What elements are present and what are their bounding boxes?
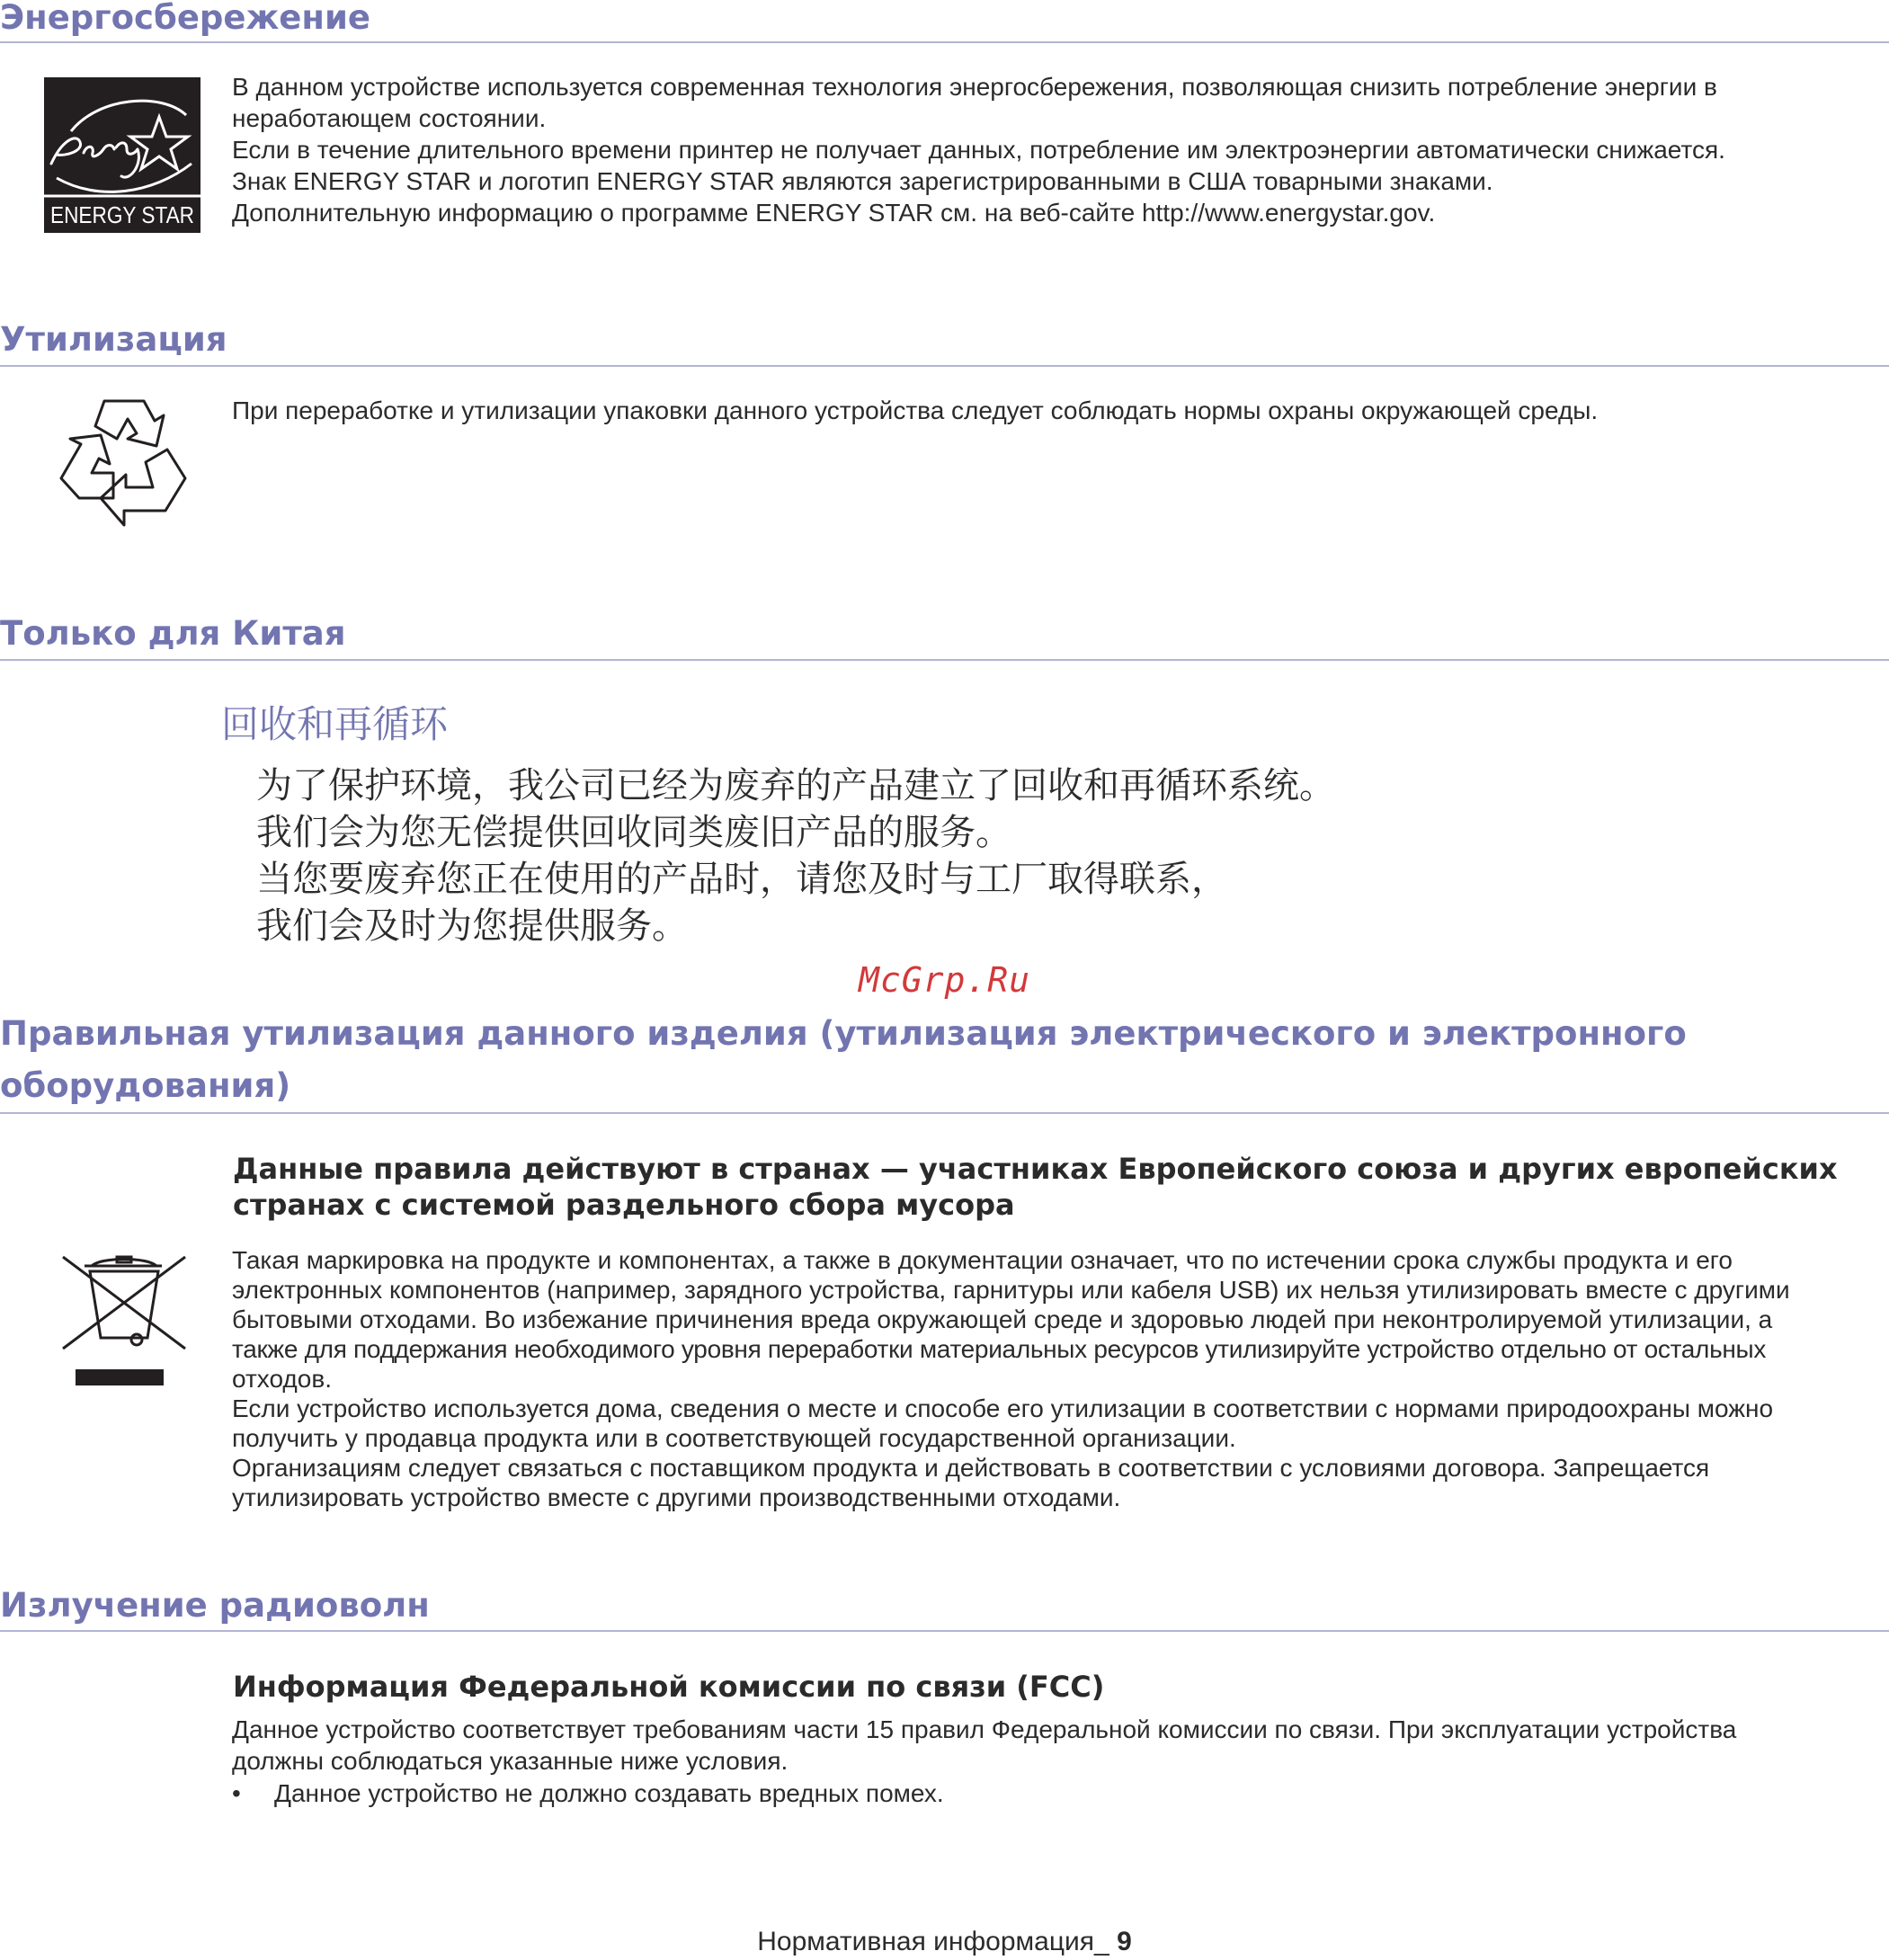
weee-paragraph bbox=[232, 1245, 1790, 1512]
bullet-symbol: • bbox=[232, 1779, 241, 1807]
china-section-title: Только для Китая bbox=[0, 614, 346, 653]
china-line: 当您要废弃您正在使用的产品时，请您及时与工厂取得联系， bbox=[256, 859, 1227, 900]
radio-section-rule bbox=[0, 1630, 1889, 1632]
energy-star-logo-text: ENERGY STAR bbox=[50, 201, 194, 228]
energy-paragraph bbox=[232, 71, 1725, 228]
weee-line: также для поддержания необходимого уровня переработки материальных ресурсов утилизируйте устройство отдельно от остальных bbox=[232, 1335, 1767, 1363]
china-line: 为了保护环境，我公司已经为废弃的产品建立了回收和再循环系统。 bbox=[256, 765, 1335, 806]
china-section-rule bbox=[0, 659, 1889, 661]
weee-subtitle-line: странах с системой раздельного сбора мусора bbox=[233, 1188, 1015, 1222]
fcc-paragraph bbox=[232, 1714, 1736, 1777]
weee-line: отходов. bbox=[232, 1365, 332, 1393]
weee-section-rule bbox=[0, 1112, 1889, 1114]
fcc-subtitle-text: Информация Федеральной комиссии по связи (FCC) bbox=[233, 1670, 1105, 1704]
weee-subtitle bbox=[233, 1151, 1838, 1223]
watermark: McGrp.Ru bbox=[859, 960, 1031, 1000]
recycle-paragraph bbox=[232, 395, 1598, 426]
footer-label: Нормативная информация_ bbox=[757, 1927, 1109, 1956]
energy-star-logo-icon bbox=[44, 77, 200, 233]
fcc-line: должны соблюдаться указанные ниже условия. bbox=[232, 1747, 789, 1775]
weee-line: Такая маркировка на продукте и компонентах, а также в документации означает, что по истечении срока службы продукта и его bbox=[232, 1246, 1733, 1274]
page-footer bbox=[0, 1924, 1889, 1960]
recycle-icon bbox=[59, 399, 187, 529]
weee-line: Если устройство используется дома, сведения о месте и способе его утилизации в соответствии с нормами природоохраны можно bbox=[232, 1394, 1774, 1422]
weee-section-title bbox=[0, 1008, 1687, 1112]
weee-line: электронных компонентов (например, зарядного устройства, гарнитуры или кабеля USB) их нельзя утилизировать вместе с другими bbox=[232, 1276, 1790, 1304]
energy-line: В данном устройстве используется современная технология энергосбережения, позволяющая снизить потребление энергии в bbox=[232, 73, 1717, 101]
recycle-section-rule bbox=[0, 365, 1889, 367]
china-subtitle: 回收和再循环 bbox=[221, 702, 449, 746]
energy-line: Если в течение длительного времени принтер не получает данных, потребление им электроэнергии автоматически снижается. bbox=[232, 136, 1725, 164]
weee-line: утилизировать устройство вместе с другими производственными отходами. bbox=[232, 1483, 1121, 1511]
energy-section-rule bbox=[0, 41, 1889, 43]
energy-section-title: Энергосбережение bbox=[0, 0, 370, 37]
weee-line: получить у продавца продукта или в соответствующей государственной организации. bbox=[232, 1424, 1236, 1452]
weee-line: бытовыми отходами. Во избежание причинения вреда окружающей среде и здоровью людей при неконтролируемой утилизации, а bbox=[232, 1305, 1773, 1333]
energy-line: Знак ENERGY STAR и логотип ENERGY STAR являются зарегистрированными в США товарными знаками. bbox=[232, 167, 1493, 195]
fcc-bullet-text: Данное устройство не должно создавать вредных помех. bbox=[274, 1779, 944, 1807]
energy-line: неработающем состоянии. bbox=[232, 104, 547, 132]
crossed-out-wheelie-bin-icon bbox=[61, 1255, 187, 1388]
fcc-subtitle bbox=[233, 1669, 1104, 1705]
weee-title-line: Правильная утилизация данного изделия (утилизация электрического и электронного bbox=[0, 1014, 1687, 1053]
recycle-text: При переработке и утилизации упаковки данного устройства следует соблюдать нормы охраны окружающей среды. bbox=[232, 396, 1599, 424]
energy-line: Дополнительную информацию о программе ENERGY STAR см. на веб-сайте http://www.energystar.gov. bbox=[232, 199, 1436, 227]
china-line: 我们会为您无偿提供回收同类废旧产品的服务。 bbox=[256, 812, 1011, 853]
recycle-section-title: Утилизация bbox=[0, 320, 227, 359]
weee-title-line: оборудования) bbox=[0, 1066, 291, 1105]
fcc-line: Данное устройство соответствует требованиям части 15 правил Федеральной комиссии по связи. При эксплуатации устройства bbox=[232, 1715, 1737, 1743]
china-paragraph bbox=[256, 762, 1335, 949]
page-number: 9 bbox=[1117, 1927, 1132, 1956]
china-line: 我们会及时为您提供服务。 bbox=[256, 905, 688, 947]
radio-section-title: Излучение радиоволн bbox=[0, 1586, 430, 1625]
weee-subtitle-line: Данные правила действуют в странах — участниках Европейского союза и других европейских bbox=[233, 1152, 1838, 1186]
weee-line: Организациям следует связаться с поставщиком продукта и действовать в соответствии с условиями договора. Запрещается bbox=[232, 1454, 1710, 1482]
